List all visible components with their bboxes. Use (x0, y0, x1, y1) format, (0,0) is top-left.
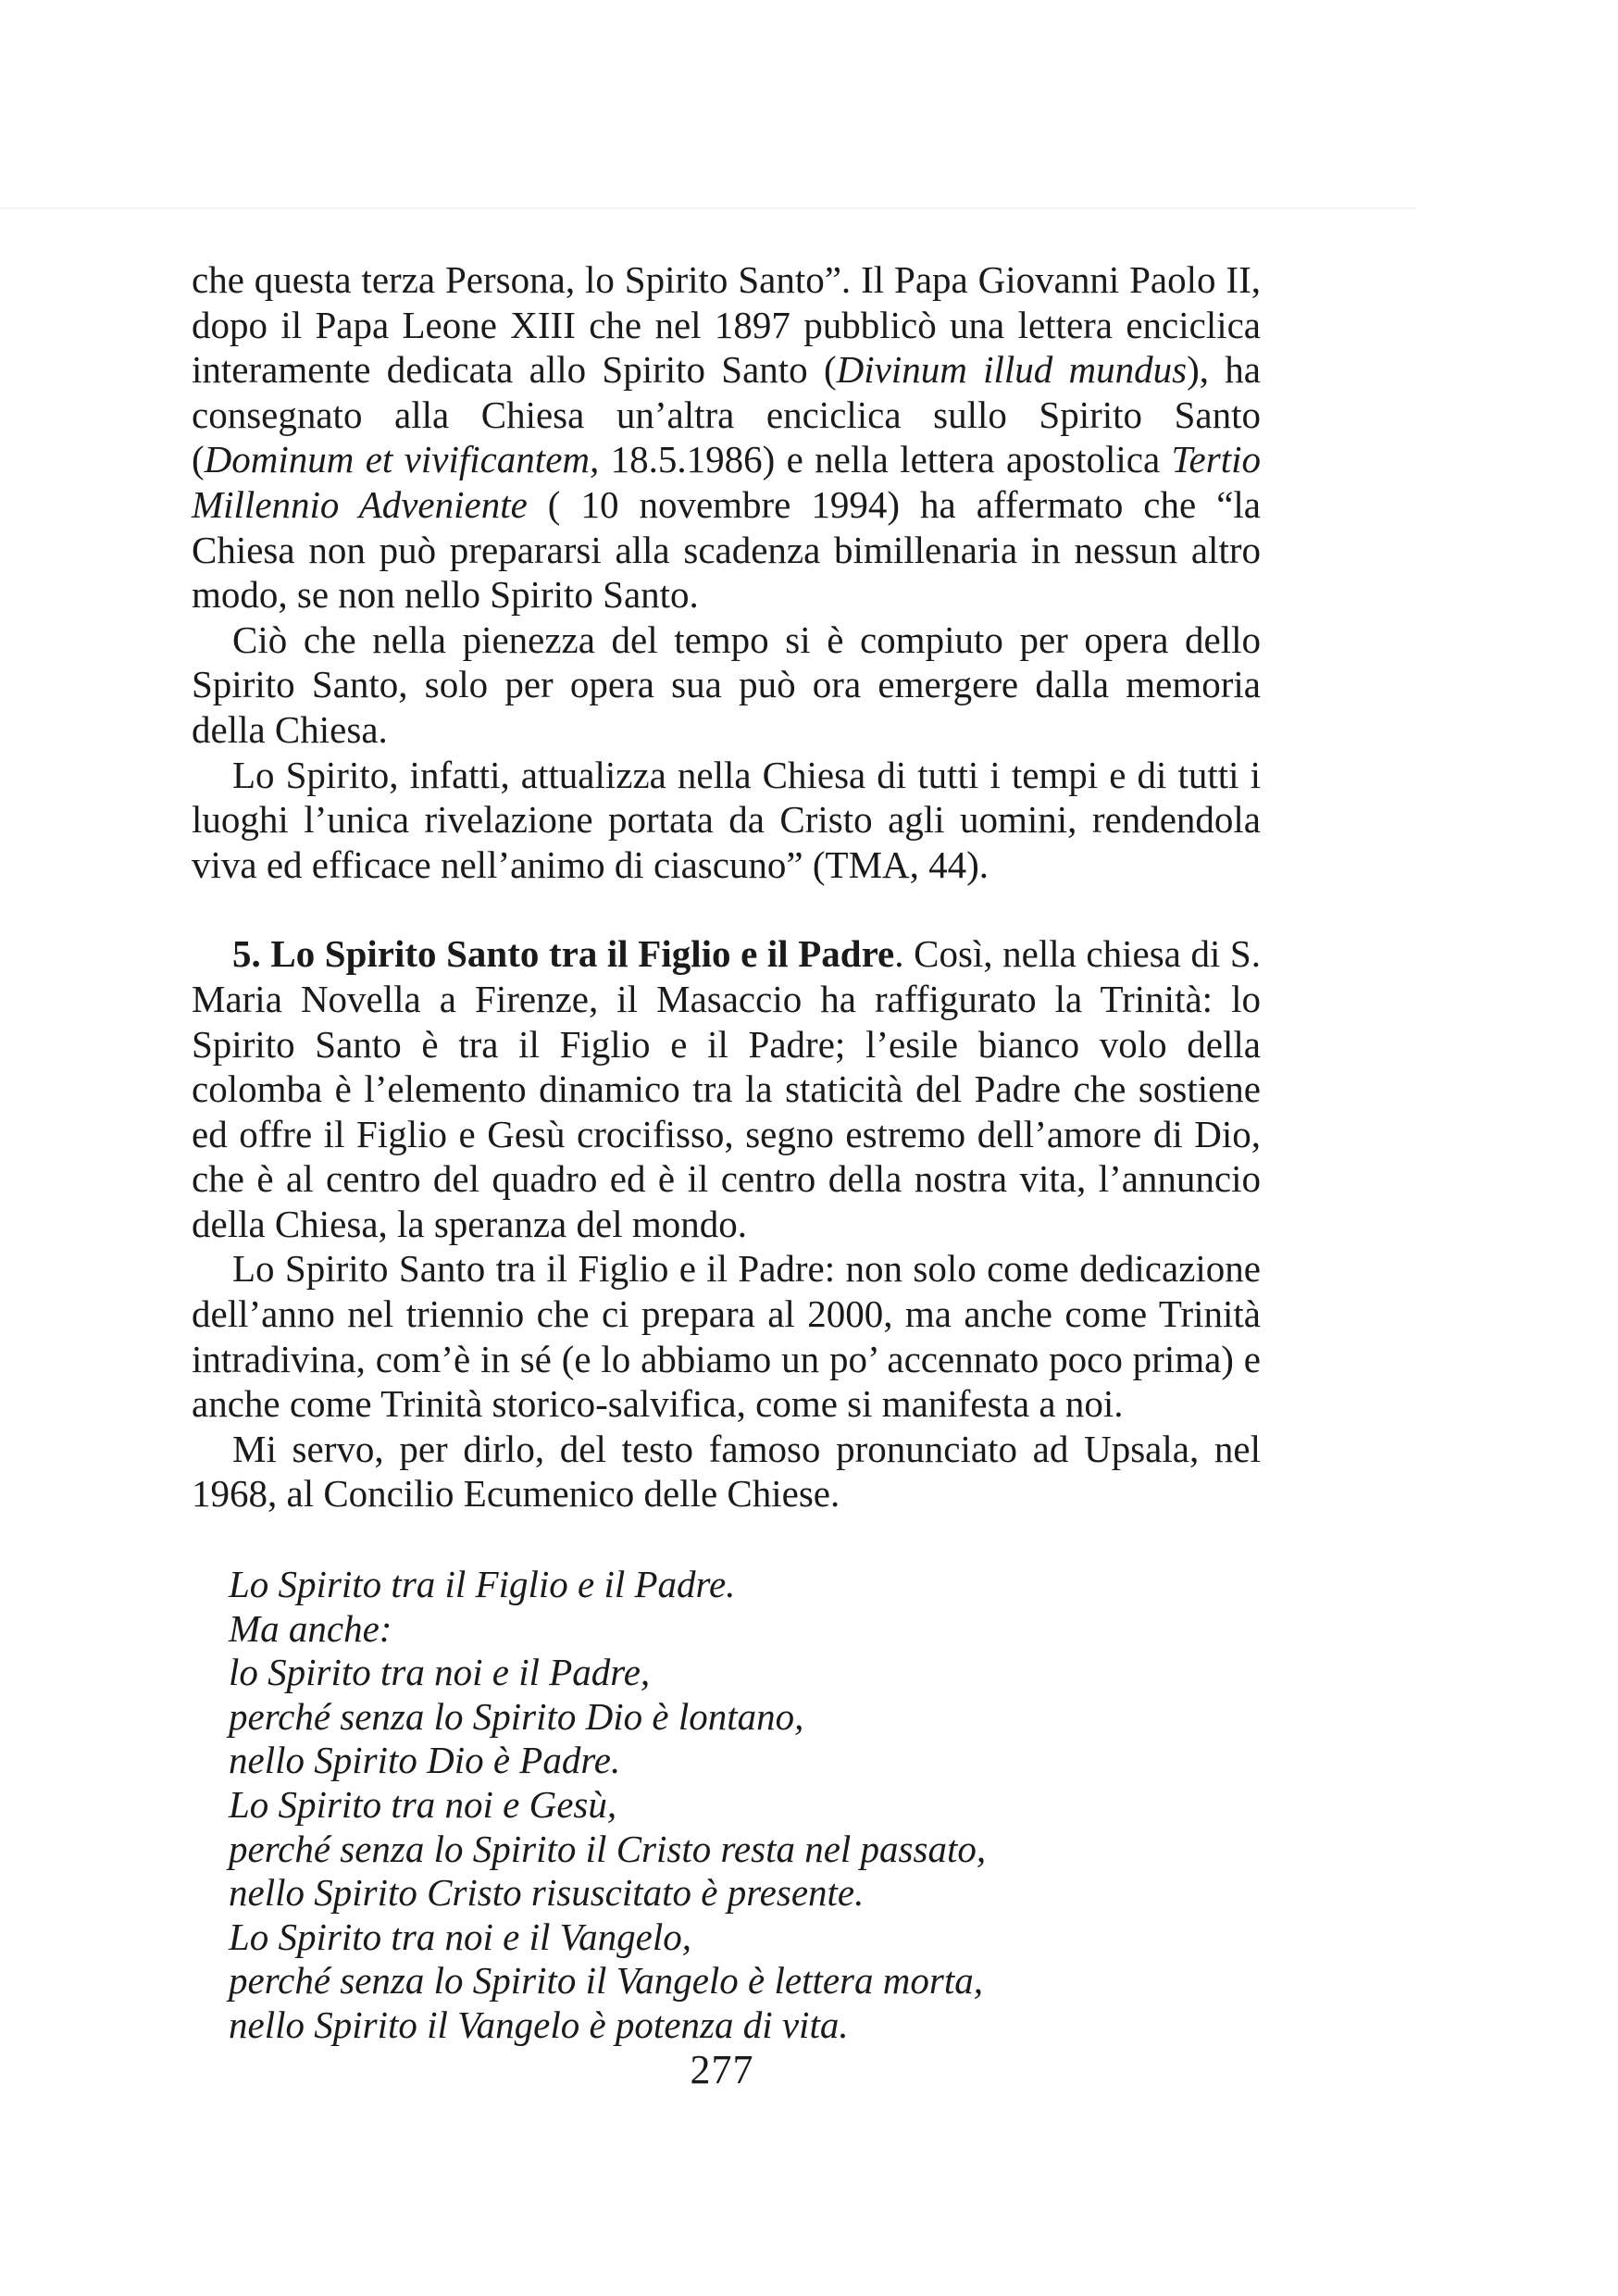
poem-line: Lo Spirito tra noi e il Vangelo, (229, 1915, 691, 1958)
paragraph-run: ), ha consegnato alla Chiesa un’altra enciclica sullo Spirito Santo ( (192, 348, 1262, 481)
poem-line: nello Spirito Cristo risuscitato è presente. (229, 1871, 865, 1915)
italic-title: Dominum et vivificantem, (204, 438, 600, 481)
poem (229, 1563, 1261, 2048)
paragraph-5: Lo Spirito Santo tra il Figlio e il Padre: non solo come dedicazione dell’anno nel triennio che ci prepara al 2000, ma anche come Trinità intradivina, com’è in sé (e lo abbiamo un po’ accennato poco prima) e anche come Trinità storico-salvifica, come si manifesta a noi. (192, 1247, 1261, 1426)
poem-line: nello Spirito Dio è Padre. (229, 1739, 621, 1782)
poem-line: perché senza lo Spirito il Cristo resta nel passato, (229, 1827, 987, 1870)
italic-title: Tertio Millennio Adveniente (192, 438, 1261, 526)
page-number: 277 (690, 2047, 754, 2092)
poem-line: perché senza lo Spirito il Vangelo è lettera morta, (229, 1959, 983, 2003)
paragraph-1 (192, 257, 1261, 618)
paragraph-run: 18.5.1986) e nella lettera apostolica (599, 438, 1172, 481)
paragraph-3: Lo Spirito, infatti, attualizza nella Chiesa di tutti i tempi e di tutti i luoghi l’unica rivelazione portata da Cristo agli uomini, rendendola viva ed efficace nell’animo di ciascuno” (TMA, 44). (192, 753, 1261, 886)
paragraph-4 (192, 931, 1261, 1246)
italic-title: Divinum illud mundus (836, 348, 1188, 392)
section-heading-rest: . Così, nella chiesa di S. Maria Novella a Firenze, il Masaccio ha raffigurato la Trinità: lo Spirito Santo è tra il Figlio e il Padre; l’esile bianco volo della colomba è l’elemento dinamico tra la staticità del Padre che sostiene ed offre il Figlio e Gesù crocifisso, segno estremo dell’amore di Dio, che è al centro del quadro ed è il centro della nostra vita, l’annuncio della Chiesa, la speranza del mondo. (192, 932, 1261, 1245)
paragraph-2: Ciò che nella pienezza del tempo si è compiuto per opera dello Spirito Santo, solo per opera sua può ora emergere dalla memoria della Chiesa. (192, 618, 1261, 751)
section-gap (192, 887, 1261, 931)
section-heading: 5. Lo Spirito Santo tra il Figlio e il Padre (232, 932, 895, 976)
paragraph-run: che questa terza Persona, lo Spirito Santo”. Il Papa Giovanni Paolo II, dopo il Papa Leone XIII che nel 1897 pubblicò una lettera enciclica interamente dedicata allo Spirito Santo ( (192, 258, 1261, 392)
poem-line: Lo Spirito tra noi e Gesù, (229, 1783, 617, 1826)
paragraph-run: ( 10 novembre 1994) ha affermato che “la Chiesa non può prepararsi alla scadenza bimillenaria in nessun altro modo, se non nello Spirito Santo. (192, 482, 1261, 617)
poem-line: Lo Spirito tra il Figlio e il Padre. (229, 1563, 736, 1606)
scan-edge-line (0, 207, 1416, 209)
poem-gap (192, 1516, 1261, 1563)
body-text (192, 257, 1261, 2048)
paragraph-6: Mi servo, per dirlo, del testo famoso pronunciato ad Upsala, nel 1968, al Concilio Ecumenico delle Chiese. (192, 1427, 1261, 1516)
poem-line: lo Spirito tra noi e il Padre, (229, 1651, 651, 1694)
poem-line: Ma anche: (229, 1606, 392, 1650)
poem-line: perché senza lo Spirito Dio è lontano, (229, 1694, 804, 1738)
poem-line: nello Spirito il Vangelo è potenza di vita. (229, 2003, 849, 2046)
